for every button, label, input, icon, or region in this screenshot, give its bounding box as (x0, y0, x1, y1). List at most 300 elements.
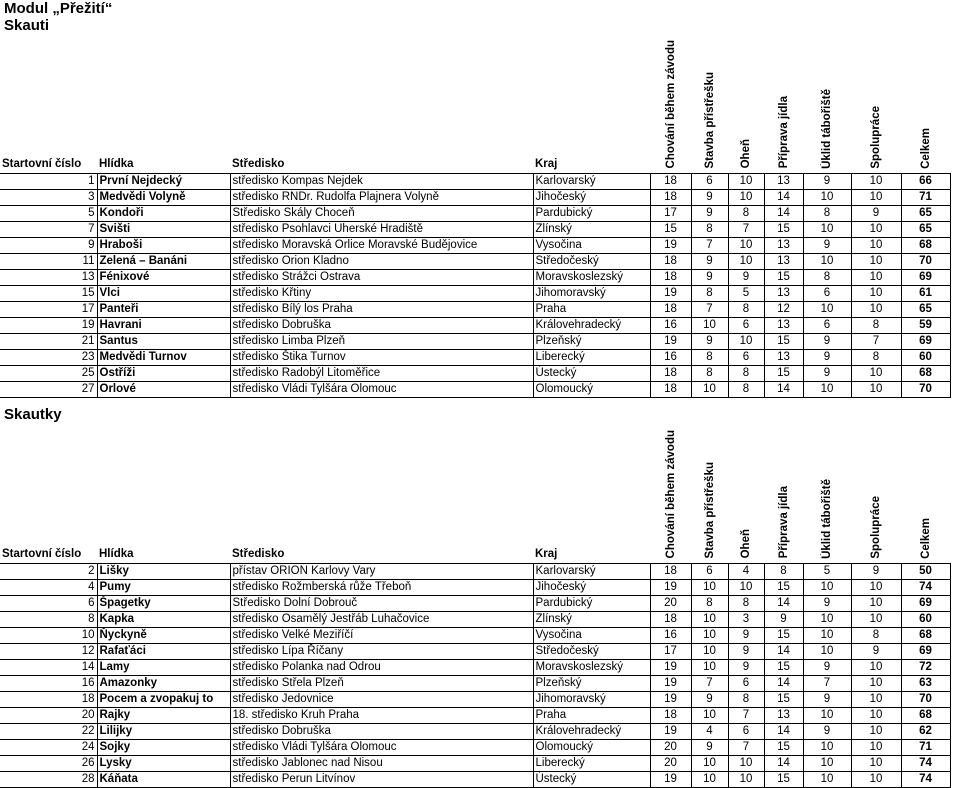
cooperation-score-cell: 10 (851, 660, 901, 676)
table-row (0, 350, 950, 366)
cleanup-score-cell: 6 (803, 286, 851, 302)
fire-score-cell: 8 (728, 366, 764, 382)
patrol-cell: První Nejdecký (97, 174, 230, 190)
cooking-score-cell: 9 (764, 612, 803, 628)
col-center: Středisko (232, 548, 285, 561)
patrol-cell: Medvědi Volyně (97, 190, 230, 206)
cleanup-score-cell: 10 (803, 254, 851, 270)
start-number-cell: 8 (0, 612, 97, 628)
start-number-cell: 9 (0, 238, 97, 254)
center-cell: Středisko Dolní Dobrouč (230, 596, 533, 612)
cooperation-score-cell: 10 (851, 612, 901, 628)
region-cell: Zlínský (533, 612, 650, 628)
shelter-score-cell: 9 (691, 740, 728, 756)
cleanup-score-cell: 10 (803, 190, 851, 206)
patrol-cell: Lilijky (97, 724, 230, 740)
fire-score-cell: 8 (728, 206, 764, 222)
patrol-cell: Pocem a zvopakuj to (97, 692, 230, 708)
behavior-score-cell: 19 (650, 580, 691, 596)
total-score-cell: 60 (901, 350, 950, 366)
center-cell: středisko Moravská Orlice Moravské Budějovice (230, 238, 533, 254)
center-cell: středisko Jablonec nad Nisou (230, 756, 533, 772)
cleanup-score-cell: 9 (803, 174, 851, 190)
table-row (0, 644, 950, 660)
patrol-cell: Rajky (97, 708, 230, 724)
center-cell: Středisko Skály Choceň (230, 206, 533, 222)
region-cell: Moravskoslezský (533, 660, 650, 676)
center-cell: středisko Psohlavci Uherské Hradiště (230, 222, 533, 238)
patrol-cell: Kapka (97, 612, 230, 628)
total-score-cell: 62 (901, 724, 950, 740)
start-number-cell: 13 (0, 270, 97, 286)
behavior-score-cell: 19 (650, 724, 691, 740)
patrol-cell: Medvědi Turnov (97, 350, 230, 366)
fire-score-cell: 10 (728, 254, 764, 270)
total-score-cell: 63 (901, 676, 950, 692)
region-cell: Olomoucký (533, 382, 650, 398)
cooperation-score-cell: 9 (851, 644, 901, 660)
total-score-cell: 70 (901, 254, 950, 270)
cooperation-score-cell: 10 (851, 708, 901, 724)
col-cooking: Příprava jídla (777, 486, 790, 559)
behavior-score-cell: 19 (650, 238, 691, 254)
fire-score-cell: 8 (728, 692, 764, 708)
cooking-score-cell: 15 (764, 334, 803, 350)
region-cell: Praha (533, 708, 650, 724)
behavior-score-cell: 18 (650, 612, 691, 628)
table-row (0, 564, 950, 580)
cooking-score-cell: 13 (764, 254, 803, 270)
table-row (0, 596, 950, 612)
start-number-cell: 19 (0, 318, 97, 334)
cooperation-score-cell: 10 (851, 756, 901, 772)
cooperation-score-cell: 10 (851, 596, 901, 612)
cooperation-score-cell: 10 (851, 174, 901, 190)
fire-score-cell: 10 (728, 772, 764, 788)
table-row (0, 302, 950, 318)
col-behavior: Chování během závodu (664, 430, 677, 559)
shelter-score-cell: 8 (691, 222, 728, 238)
table-row (0, 708, 950, 724)
center-cell: středisko RNDr. Rudolfa Plajnera Volyně (230, 190, 533, 206)
table-row (0, 206, 950, 222)
cooking-score-cell: 14 (764, 676, 803, 692)
center-cell: středisko Perun Litvínov (230, 772, 533, 788)
region-cell: Středočeský (533, 254, 650, 270)
fire-score-cell: 9 (728, 270, 764, 286)
center-cell: středisko Velké Meziříčí (230, 628, 533, 644)
fire-score-cell: 10 (728, 756, 764, 772)
cleanup-score-cell: 10 (803, 740, 851, 756)
cooperation-score-cell: 10 (851, 382, 901, 398)
cleanup-score-cell: 7 (803, 676, 851, 692)
start-number-cell: 17 (0, 302, 97, 318)
center-cell: středisko Limba Plzeň (230, 334, 533, 350)
center-cell: středisko Jedovnice (230, 692, 533, 708)
table-row (0, 692, 950, 708)
table-row (0, 238, 950, 254)
cooperation-score-cell: 10 (851, 254, 901, 270)
patrol-cell: Orlové (97, 382, 230, 398)
patrol-cell: Havrani (97, 318, 230, 334)
cleanup-score-cell: 9 (803, 660, 851, 676)
table-row (0, 270, 950, 286)
shelter-score-cell: 9 (691, 190, 728, 206)
start-number-cell: 26 (0, 756, 97, 772)
cooperation-score-cell: 10 (851, 286, 901, 302)
fire-score-cell: 6 (728, 676, 764, 692)
center-cell: středisko Bílý los Praha (230, 302, 533, 318)
cooperation-score-cell: 9 (851, 206, 901, 222)
col-patrol: Hlídka (99, 548, 134, 561)
cooperation-score-cell: 10 (851, 302, 901, 318)
region-cell: Jihočeský (533, 190, 650, 206)
behavior-score-cell: 18 (650, 382, 691, 398)
region-cell: Liberecký (533, 350, 650, 366)
document-title: Modul „Přežití“ (4, 0, 113, 17)
total-score-cell: 74 (901, 756, 950, 772)
total-score-cell: 68 (901, 366, 950, 382)
table-body (0, 564, 950, 788)
total-score-cell: 68 (901, 708, 950, 724)
col-total: Celkem (919, 517, 932, 559)
cooperation-score-cell: 8 (851, 350, 901, 366)
behavior-score-cell: 19 (650, 334, 691, 350)
table-row (0, 772, 950, 788)
col-cleanup: Úklid tábořiště (821, 88, 833, 169)
region-cell: Karlovarský (533, 564, 650, 580)
cooking-score-cell: 15 (764, 222, 803, 238)
fire-score-cell: 4 (728, 564, 764, 580)
patrol-cell: Lišky (97, 564, 230, 580)
cleanup-score-cell: 9 (803, 596, 851, 612)
center-cell: středisko Střela Plzeň (230, 676, 533, 692)
fire-score-cell: 8 (728, 596, 764, 612)
total-score-cell: 69 (901, 334, 950, 350)
cooperation-score-cell: 10 (851, 366, 901, 382)
total-score-cell: 66 (901, 174, 950, 190)
table-header (0, 430, 950, 564)
cleanup-score-cell: 8 (803, 206, 851, 222)
shelter-score-cell: 9 (691, 206, 728, 222)
start-number-cell: 15 (0, 286, 97, 302)
behavior-score-cell: 19 (650, 692, 691, 708)
col-fire: Oheň (740, 139, 752, 169)
table-row (0, 756, 950, 772)
start-number-cell: 21 (0, 334, 97, 350)
start-number-cell: 2 (0, 564, 97, 580)
fire-score-cell: 7 (728, 222, 764, 238)
behavior-score-cell: 19 (650, 676, 691, 692)
center-cell: středisko Strážci Ostrava (230, 270, 533, 286)
behavior-score-cell: 16 (650, 318, 691, 334)
start-number-cell: 18 (0, 692, 97, 708)
total-score-cell: 59 (901, 318, 950, 334)
cleanup-score-cell: 10 (803, 708, 851, 724)
table-row (0, 660, 950, 676)
fire-score-cell: 8 (728, 302, 764, 318)
cleanup-score-cell: 8 (803, 270, 851, 286)
cooking-score-cell: 13 (764, 286, 803, 302)
region-cell: Praha (533, 302, 650, 318)
cooperation-score-cell: 10 (851, 692, 901, 708)
region-cell: Plzeňský (533, 676, 650, 692)
table-row (0, 740, 950, 756)
shelter-score-cell: 10 (691, 644, 728, 660)
cooking-score-cell: 14 (764, 596, 803, 612)
center-cell: přístav ORION Karlovy Vary (230, 564, 533, 580)
total-score-cell: 69 (901, 270, 950, 286)
region-cell: Královehradecký (533, 724, 650, 740)
total-score-cell: 65 (901, 206, 950, 222)
cleanup-score-cell: 6 (803, 318, 851, 334)
patrol-cell: Svišti (97, 222, 230, 238)
behavior-score-cell: 16 (650, 350, 691, 366)
col-shelter: Stavba přístřešku (703, 71, 716, 169)
col-region: Kraj (535, 158, 558, 171)
table-row (0, 676, 950, 692)
fire-score-cell: 10 (728, 238, 764, 254)
cooperation-score-cell: 10 (851, 740, 901, 756)
patrol-cell: Ostříži (97, 366, 230, 382)
table-row (0, 254, 950, 270)
table-body (0, 174, 950, 398)
cleanup-score-cell: 10 (803, 382, 851, 398)
cooperation-score-cell: 10 (851, 676, 901, 692)
table-row (0, 612, 950, 628)
behavior-score-cell: 16 (650, 628, 691, 644)
table-row (0, 334, 950, 350)
region-cell: Královehradecký (533, 318, 650, 334)
total-score-cell: 68 (901, 238, 950, 254)
shelter-score-cell: 7 (691, 676, 728, 692)
center-cell: středisko Osamělý Jestřáb Luhačovice (230, 612, 533, 628)
start-number-cell: 22 (0, 724, 97, 740)
table-row (0, 366, 950, 382)
cooperation-score-cell: 10 (851, 238, 901, 254)
center-cell: středisko Vládi Tylšára Olomouc (230, 740, 533, 756)
col-start-number: Startovní číslo (2, 548, 82, 561)
shelter-score-cell: 8 (691, 286, 728, 302)
table-row (0, 628, 950, 644)
table-row (0, 724, 950, 740)
cleanup-score-cell: 9 (803, 238, 851, 254)
center-cell: středisko Orion Kladno (230, 254, 533, 270)
cooking-score-cell: 13 (764, 238, 803, 254)
shelter-score-cell: 9 (691, 270, 728, 286)
cleanup-score-cell: 10 (803, 644, 851, 660)
behavior-score-cell: 18 (650, 302, 691, 318)
cooking-score-cell: 14 (764, 190, 803, 206)
center-cell: středisko Lípa Říčany (230, 644, 533, 660)
region-cell: Ústecký (533, 366, 650, 382)
cooperation-score-cell: 10 (851, 222, 901, 238)
cooking-score-cell: 15 (764, 660, 803, 676)
shelter-score-cell: 9 (691, 334, 728, 350)
fire-score-cell: 6 (728, 318, 764, 334)
total-score-cell: 68 (901, 628, 950, 644)
cooking-score-cell: 15 (764, 628, 803, 644)
cooking-score-cell: 13 (764, 174, 803, 190)
shelter-score-cell: 10 (691, 772, 728, 788)
shelter-score-cell: 10 (691, 660, 728, 676)
start-number-cell: 20 (0, 708, 97, 724)
patrol-cell: Káňata (97, 772, 230, 788)
cooking-score-cell: 15 (764, 366, 803, 382)
cooking-score-cell: 15 (764, 772, 803, 788)
behavior-score-cell: 18 (650, 270, 691, 286)
fire-score-cell: 10 (728, 334, 764, 350)
cooperation-score-cell: 7 (851, 334, 901, 350)
start-number-cell: 4 (0, 580, 97, 596)
patrol-cell: Kondoři (97, 206, 230, 222)
cleanup-score-cell: 9 (803, 724, 851, 740)
table-row (0, 174, 950, 190)
shelter-score-cell: 10 (691, 580, 728, 596)
region-cell: Jihomoravský (533, 286, 650, 302)
cleanup-score-cell: 5 (803, 564, 851, 580)
table-header (0, 40, 950, 174)
total-score-cell: 74 (901, 580, 950, 596)
results-table-skautky (0, 430, 951, 788)
cleanup-score-cell: 10 (803, 302, 851, 318)
col-patrol: Hlídka (99, 158, 134, 171)
patrol-cell: Zelená – Banáni (97, 254, 230, 270)
total-score-cell: 50 (901, 564, 950, 580)
start-number-cell: 24 (0, 740, 97, 756)
cooking-score-cell: 15 (764, 270, 803, 286)
patrol-cell: Hraboši (97, 238, 230, 254)
total-score-cell: 72 (901, 660, 950, 676)
behavior-score-cell: 18 (650, 708, 691, 724)
cleanup-score-cell: 9 (803, 692, 851, 708)
table-row (0, 222, 950, 238)
fire-score-cell: 3 (728, 612, 764, 628)
cooking-score-cell: 14 (764, 206, 803, 222)
behavior-score-cell: 19 (650, 660, 691, 676)
total-score-cell: 71 (901, 740, 950, 756)
start-number-cell: 11 (0, 254, 97, 270)
fire-score-cell: 9 (728, 660, 764, 676)
total-score-cell: 70 (901, 692, 950, 708)
region-cell: Vysočina (533, 238, 650, 254)
total-score-cell: 74 (901, 772, 950, 788)
section-title-skautky: Skautky (4, 406, 62, 423)
table-row (0, 580, 950, 596)
center-cell: středisko Polanka nad Odrou (230, 660, 533, 676)
patrol-cell: Pumy (97, 580, 230, 596)
behavior-score-cell: 20 (650, 740, 691, 756)
total-score-cell: 71 (901, 190, 950, 206)
center-cell: středisko Dobruška (230, 724, 533, 740)
behavior-score-cell: 20 (650, 596, 691, 612)
shelter-score-cell: 8 (691, 350, 728, 366)
col-center: Středisko (232, 158, 285, 171)
start-number-cell: 14 (0, 660, 97, 676)
region-cell: Vysočina (533, 628, 650, 644)
behavior-score-cell: 19 (650, 772, 691, 788)
shelter-score-cell: 6 (691, 174, 728, 190)
col-region: Kraj (535, 548, 558, 561)
start-number-cell: 28 (0, 772, 97, 788)
cleanup-score-cell: 10 (803, 580, 851, 596)
shelter-score-cell: 4 (691, 724, 728, 740)
cooperation-score-cell: 10 (851, 580, 901, 596)
cleanup-score-cell: 10 (803, 756, 851, 772)
col-cleanup: Úklid tábořiště (821, 478, 833, 559)
table-row (0, 286, 950, 302)
cooking-score-cell: 15 (764, 740, 803, 756)
region-cell: Pardubický (533, 206, 650, 222)
table-row (0, 190, 950, 206)
patrol-cell: Fénixové (97, 270, 230, 286)
shelter-score-cell: 10 (691, 612, 728, 628)
start-number-cell: 7 (0, 222, 97, 238)
patrol-cell: Panteři (97, 302, 230, 318)
cooking-score-cell: 8 (764, 564, 803, 580)
start-number-cell: 5 (0, 206, 97, 222)
fire-score-cell: 6 (728, 350, 764, 366)
cooking-score-cell: 14 (764, 644, 803, 660)
patrol-cell: Lamy (97, 660, 230, 676)
patrol-cell: Sojky (97, 740, 230, 756)
behavior-score-cell: 18 (650, 174, 691, 190)
start-number-cell: 23 (0, 350, 97, 366)
shelter-score-cell: 6 (691, 564, 728, 580)
cleanup-score-cell: 9 (803, 366, 851, 382)
center-cell: 18. středisko Kruh Praha (230, 708, 533, 724)
col-behavior: Chování během závodu (664, 40, 677, 169)
shelter-score-cell: 10 (691, 756, 728, 772)
col-start-number: Startovní číslo (2, 158, 82, 171)
results-table-skauti (0, 40, 951, 398)
col-cooperation: Spolupráce (870, 495, 882, 559)
patrol-cell: Vlci (97, 286, 230, 302)
region-cell: Jihomoravský (533, 692, 650, 708)
shelter-score-cell: 10 (691, 318, 728, 334)
center-cell: středisko Štika Turnov (230, 350, 533, 366)
total-score-cell: 70 (901, 382, 950, 398)
patrol-cell: Lysky (97, 756, 230, 772)
cooking-score-cell: 13 (764, 318, 803, 334)
behavior-score-cell: 18 (650, 190, 691, 206)
region-cell: Plzeňský (533, 334, 650, 350)
fire-score-cell: 9 (728, 628, 764, 644)
fire-score-cell: 9 (728, 644, 764, 660)
shelter-score-cell: 10 (691, 628, 728, 644)
cooperation-score-cell: 10 (851, 270, 901, 286)
fire-score-cell: 10 (728, 174, 764, 190)
behavior-score-cell: 17 (650, 644, 691, 660)
region-cell: Liberecký (533, 756, 650, 772)
cooking-score-cell: 13 (764, 350, 803, 366)
shelter-score-cell: 7 (691, 238, 728, 254)
shelter-score-cell: 9 (691, 254, 728, 270)
col-shelter: Stavba přístřešku (703, 461, 716, 559)
patrol-cell: Špagetky (97, 596, 230, 612)
start-number-cell: 1 (0, 174, 97, 190)
region-cell: Zlínský (533, 222, 650, 238)
region-cell: Ústecký (533, 772, 650, 788)
start-number-cell: 10 (0, 628, 97, 644)
cooperation-score-cell: 8 (851, 628, 901, 644)
cleanup-score-cell: 9 (803, 334, 851, 350)
cooperation-score-cell: 10 (851, 190, 901, 206)
behavior-score-cell: 20 (650, 756, 691, 772)
behavior-score-cell: 18 (650, 366, 691, 382)
patrol-cell: Amazonky (97, 676, 230, 692)
start-number-cell: 3 (0, 190, 97, 206)
